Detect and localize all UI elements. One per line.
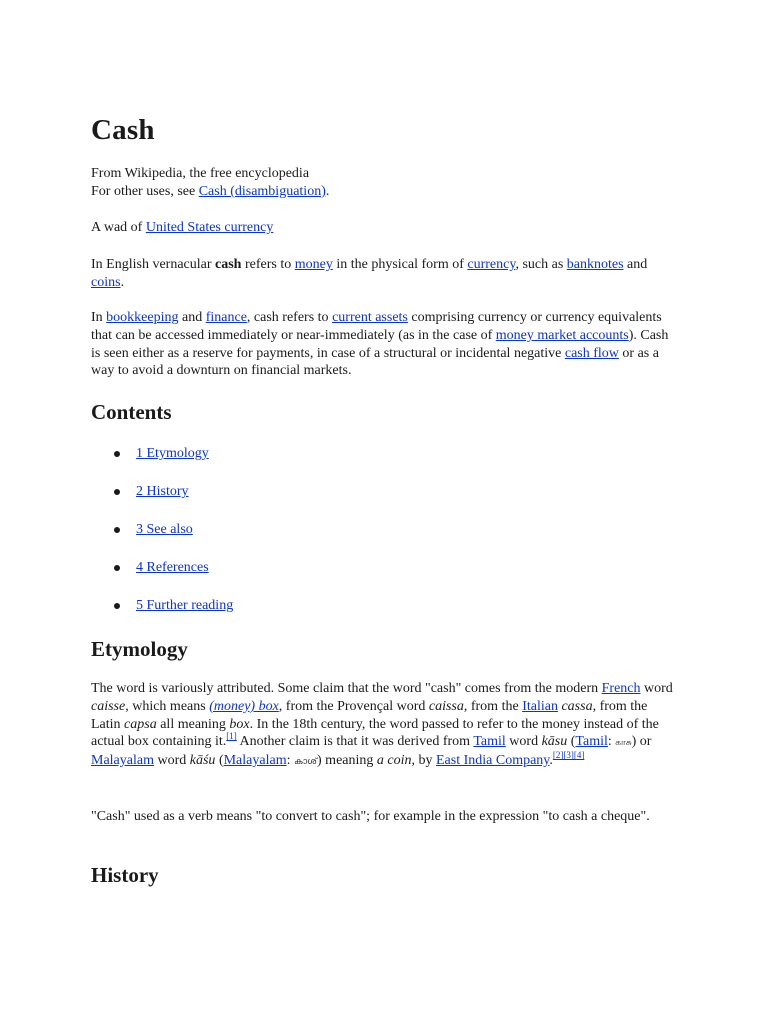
malayalam-language-link[interactable]: Malayalam <box>223 753 287 769</box>
text: word <box>153 753 190 769</box>
toc-link-further-reading[interactable]: 5 Further reading <box>136 598 234 613</box>
french-link[interactable]: French <box>601 681 641 696</box>
toc-item <box>91 521 678 559</box>
tamil-link[interactable]: Tamil <box>473 734 506 750</box>
etymology-paragraph <box>91 680 678 771</box>
current-assets-link[interactable]: current assets <box>332 310 408 325</box>
text: , cash refers to <box>246 310 333 325</box>
text: : <box>607 734 616 750</box>
hatnote <box>91 183 678 201</box>
text: ( <box>215 753 224 769</box>
cash-flow-link[interactable]: cash flow <box>564 345 619 361</box>
toc-link-see-also[interactable]: 3 See also <box>136 522 193 537</box>
us-currency-link[interactable]: United States currency <box>145 220 274 235</box>
text: . <box>549 753 553 769</box>
article-header <box>91 165 678 201</box>
text: ) meaning <box>317 753 377 769</box>
italic-term: a coin <box>376 753 412 769</box>
currency-link[interactable]: currency <box>467 257 516 272</box>
malayalam-script: കാശ് <box>293 756 318 767</box>
italic-term: kāśu <box>189 753 216 769</box>
east-india-company-link[interactable]: East India Company <box>436 753 550 769</box>
banknotes-link[interactable]: banknotes <box>566 257 624 272</box>
text: The word is variously attributed. Some claim that the word "cash" comes from the modern <box>91 681 602 696</box>
money-market-accounts-link[interactable]: money market accounts <box>495 327 629 343</box>
bullet-icon <box>114 451 120 457</box>
bookkeeping-link[interactable]: bookkeeping <box>106 310 179 325</box>
bold-term: cash <box>215 257 242 272</box>
text: Another claim is that it was derived from <box>236 734 474 750</box>
table-of-contents <box>91 445 678 635</box>
italic-term: capsa <box>124 716 157 732</box>
finance-link[interactable]: finance <box>205 310 247 325</box>
coins-link[interactable]: coins <box>91 274 121 290</box>
text: comprising currency or currency equivalents that can be accessed immediately or near-immediately (as in the case of <box>91 310 662 343</box>
text: ) or <box>631 734 652 750</box>
toc-item <box>91 597 678 635</box>
bullet-icon <box>114 489 120 495</box>
text: ). Cash is seen either as a reserve for payments, in case of a structural or incidental negative <box>91 327 669 361</box>
italic-term: box <box>229 716 250 732</box>
bullet-icon <box>114 527 120 533</box>
intro-paragraph-1 <box>91 256 678 292</box>
text: , from the <box>463 698 523 714</box>
etymology-heading: Etymology <box>91 637 188 661</box>
money-box-link[interactable]: (money) box <box>209 698 279 714</box>
text: , from the Latin <box>91 698 648 732</box>
italic-term: caissa <box>428 698 464 714</box>
italic-term: caisse <box>91 698 126 714</box>
image-caption <box>91 219 678 237</box>
tamil-script: காசு <box>615 737 632 748</box>
caption-text: A wad of <box>91 220 146 235</box>
toc-link-history[interactable]: 2 History <box>136 484 189 499</box>
hatnote-period: . <box>325 183 330 199</box>
bullet-icon <box>114 565 120 571</box>
text: In English vernacular <box>91 257 216 272</box>
toc-link-etymology[interactable]: 1 Etymology <box>136 446 209 461</box>
reference-links-2-4[interactable]: [2][3][4] <box>552 750 585 761</box>
text: all meaning <box>156 716 230 732</box>
page-title: Cash <box>91 114 155 146</box>
text: in the physical form of <box>332 257 468 272</box>
contents-heading: Contents <box>91 400 172 424</box>
toc-item <box>91 483 678 521</box>
text: ( <box>567 734 576 750</box>
text: and <box>178 310 206 325</box>
toc-item <box>91 559 678 597</box>
history-heading: History <box>91 863 159 887</box>
toc-link-references[interactable]: 4 References <box>136 560 209 575</box>
tamil-language-link[interactable]: Tamil <box>575 734 608 750</box>
italic-term: kāsu <box>541 734 568 750</box>
text: refers to <box>241 257 295 272</box>
text: . <box>120 274 125 290</box>
text: , which means <box>125 698 210 714</box>
bullet-icon <box>114 603 120 609</box>
text: word <box>640 681 673 696</box>
text: , such as <box>515 257 567 272</box>
italic-term: cassa <box>561 698 593 714</box>
italian-link[interactable]: Italian <box>522 698 558 714</box>
hatnote-text: For other uses, see <box>91 183 199 199</box>
text: . In the 18th century, the word passed to refer to the money instead of the actual box containing it. <box>91 716 659 750</box>
text: , from the Provençal word <box>278 698 429 714</box>
money-link[interactable]: money <box>294 257 333 272</box>
disambiguation-link[interactable]: Cash (disambiguation) <box>198 183 326 199</box>
malayalam-link[interactable]: Malayalam <box>91 753 154 769</box>
text: : <box>286 753 294 769</box>
toc-item <box>91 445 678 483</box>
text: In <box>91 310 107 325</box>
intro-paragraph-2 <box>91 309 678 380</box>
verb-paragraph: "Cash" used as a verb means "to convert to cash"; for example in the expression "to cash a cheque". <box>91 809 650 824</box>
site-tagline: From Wikipedia, the free encyclopedia <box>91 166 310 181</box>
text: , by <box>411 753 436 769</box>
reference-link-1[interactable]: [1] <box>226 731 237 742</box>
text: word <box>505 734 542 750</box>
text: or as a way to avoid a downturn on financial markets. <box>91 345 659 379</box>
text: and <box>623 257 648 272</box>
